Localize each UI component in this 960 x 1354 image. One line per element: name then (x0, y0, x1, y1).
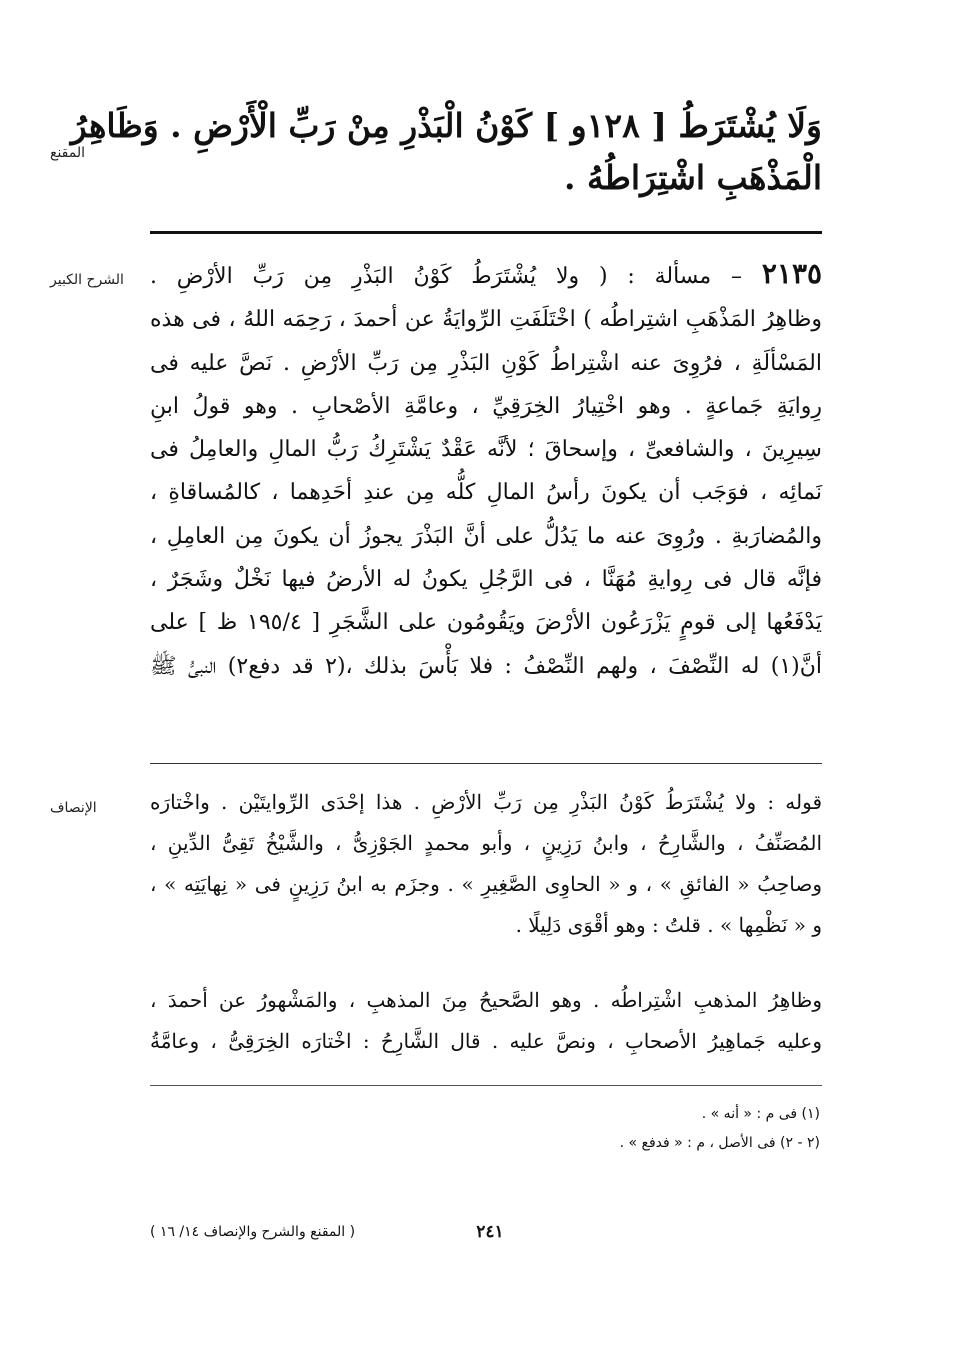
insaf-line: وظاهِرُ المذهبِ اشْتِراطُه . وهو الصَّحيحُ مِنَ المذهبِ ، والمَشْهورُ عن أحمدَ ، (150, 988, 822, 1012)
section-label-sharh: الشرح الكبير (50, 272, 124, 288)
insaf-line: المُصَنِّفُ ، والشَّارِحُ ، وابنُ رَزِينٍ ، وأبو محمدٍ الجَوْزِىُّ ، والشَّيْخُ تَقِىُّ الدِّينِ ، (150, 831, 822, 855)
insaf-paragraph-2 (150, 980, 822, 1062)
sharh-line: المَسْألَةِ ، فرُوِىَ عنه اشْتِراطُ كَوْنِ البَذْرِ مِن رَبِّ الأرْضِ . نَصَّ عليه فى (150, 350, 822, 376)
footnote-divider (150, 1085, 822, 1086)
footnotes (420, 1100, 820, 1158)
section-label-muqni: المقنع (50, 145, 86, 161)
section-label-insaf: الإنصاف (50, 800, 97, 816)
sharh-line: فإنَّه قال فى رِوايةِ مُهَنَّا ، فى الرَّجُلِ يكونُ له الأرضُ فيها نَخْلٌ وشَجَرٌ ، (150, 567, 822, 593)
muqni-text (70, 100, 822, 204)
sharh-line: نَمائِه ، فوَجَب أن يكونَ رأسُ المالِ كلُّه مِن عندِ أحَدِهما ، كالمُساقاةِ ، (150, 480, 822, 506)
page-number: ٢٤١ (476, 1222, 504, 1242)
sharh-line: سِيرِينَ ، والشافعىِّ ، وإسحاقَ ؛ لأنَّه عَقْدٌ يَشْتَرِكُ رَبُّ المالِ والعامِلُ فى (150, 437, 822, 463)
insaf-paragraph-1 (150, 782, 822, 946)
footnote: (٢ - ٢) فى الأصل ، م : « فدفع » . (619, 1135, 820, 1151)
sharh-line: أنَّ(١) له النِّصْفَ ، ولهم النِّصْفُ : فلا بَأْسَ بذلك ،(٢ قد دفع٢) النبىُّ ﷺ (150, 653, 823, 679)
muqni-line: الْمَذْهَبِ اشْتِرَاطُهُ . (563, 158, 822, 197)
sharh-line: وظاهِرُ المَذْهَبِ اشتِراطُه ) اخْتَلَفَتِ الرِّوايَةُ عن أحمدَ ، رَحِمَه اللهُ ، فى هذه (150, 307, 822, 333)
sharh-line: والمُضارَبةِ . ورُوِىَ عنه ما يَدُلُّ على أنَّ البَذْرَ يجوزُ أن يكونَ مِن العامِلِ ، (150, 523, 822, 549)
section-divider-thin (150, 763, 822, 764)
insaf-line: قوله : ولا يُشْتَرَطُ كَوْنُ البَذْرِ مِن رَبِّ الأرْضِ . هذا إحْدَى الرِّوايتَيْن . واخْتارَه (150, 790, 822, 814)
issue-number: ٢١٣٥ (761, 257, 823, 290)
sharh-line: رِوايَةِ جَماعةٍ . وهو اخْتِيارُ الخِرَقِيِّ ، وعامَّةِ الأصْحابِ . وهو قولُ ابنِ (150, 393, 822, 419)
section-divider-thick (150, 231, 822, 234)
insaf-line: وعليه جَماهِيرُ الأصحابِ ، ونصَّ عليه . قال الشَّارِحُ : اخْتارَه الخِرَقِىُّ ، وعامَّةُ (150, 1029, 822, 1053)
footnote: (١) فى م : « أنه » . (701, 1106, 820, 1122)
insaf-line: وصاحِبُ « الفائقِ » ، و « الحاوِى الصَّغِيرِ » . وجزَم به ابنُ رَزِينٍ فى « نِهايَتِه » ، (150, 872, 822, 896)
muqni-line: وَلَا يُشْتَرَطُ [ ١٢٨و ] كَوْنُ الْبَذْرِ مِنْ رَبِّ الْأَرْضِ . وَظَاهِرُ (70, 106, 822, 145)
sharh-line-text: – مسألة : ( ولا يُشْتَرَطُ كَوْنُ البَذْرِ مِن رَبِّ الأرْضِ . (150, 264, 743, 289)
sharh-line (150, 252, 822, 298)
sharh-line: يَدْفَعُها إلى قومٍ يَزْرَعُون الأرْضَ ويَقُومُون على الشَّجَرِ [ ١٩٥/٤ ظ ] على (150, 610, 823, 636)
insaf-line: و « نَظْمِها » . قلتُ : وهو أقْوَى دَلِيلًا . (515, 913, 822, 937)
sharh-text (150, 252, 822, 688)
book-volume-reference: ( المقنع والشرح والإنصاف ١٤/ ١٦ ) (150, 1224, 356, 1240)
